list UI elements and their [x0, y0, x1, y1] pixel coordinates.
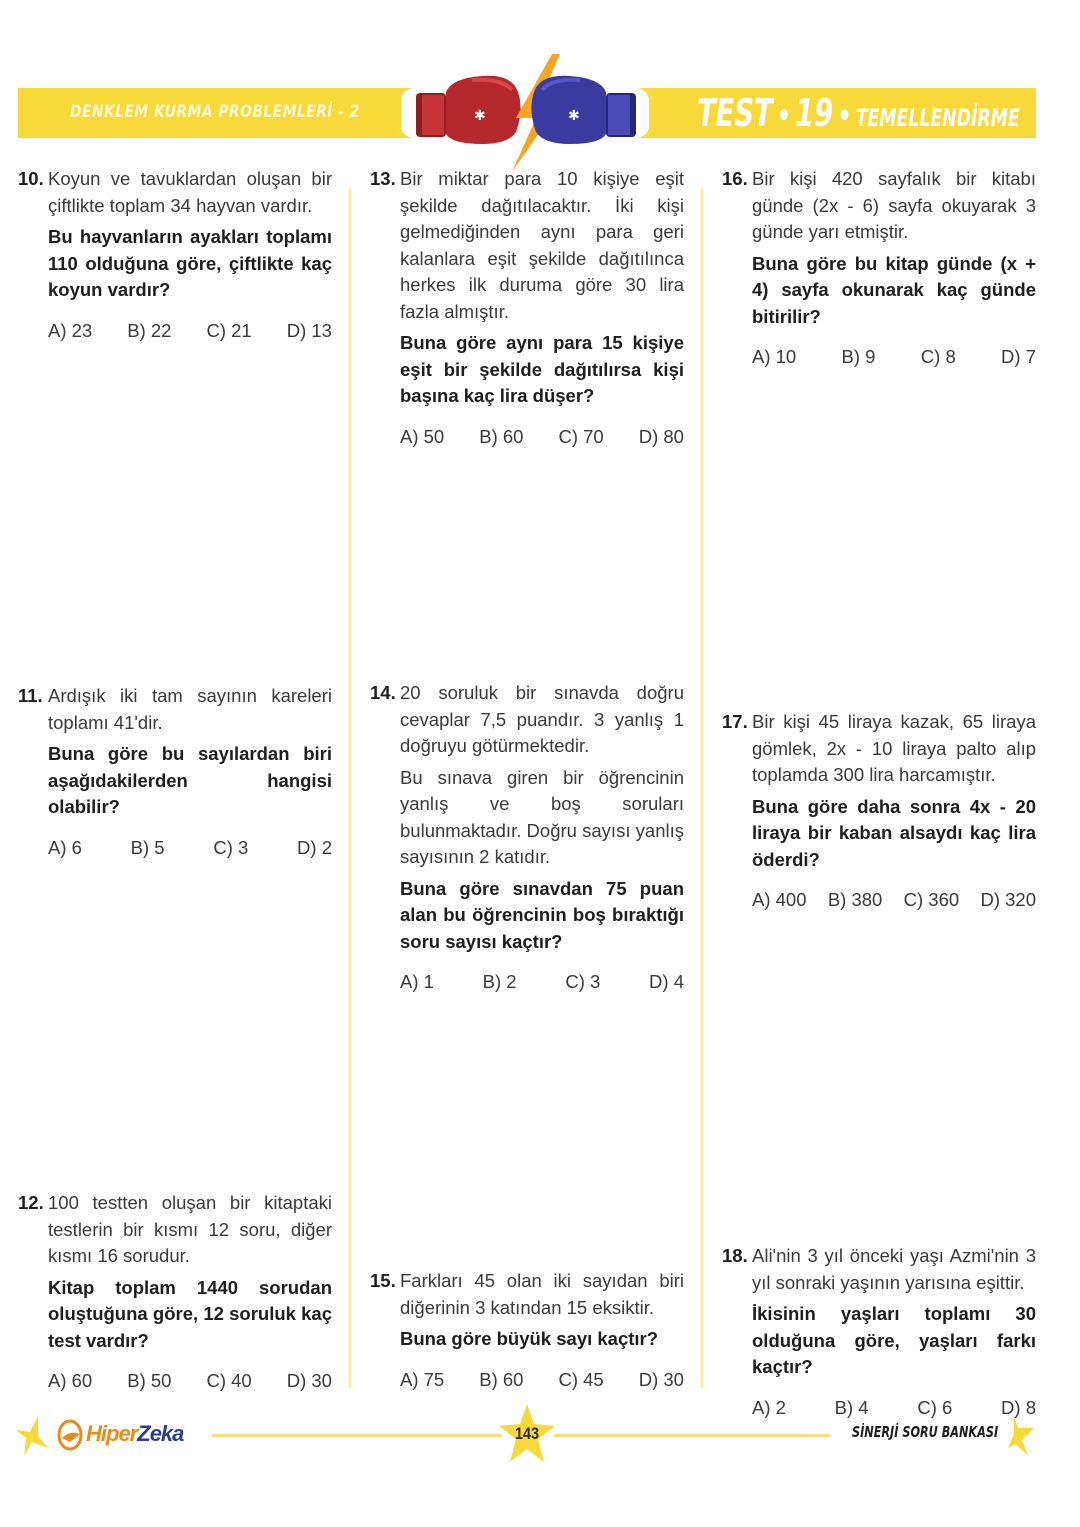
answer-options	[752, 887, 1036, 914]
column-divider	[700, 188, 704, 1388]
footer-rule	[554, 1434, 830, 1437]
option-b[interactable]: B) 60	[479, 425, 524, 447]
question-stem: Bir kişi 45 liraya kazak, 65 liraya gömlek, 2x - 10 liraya palto alıp toplamda 300 lira harcamıştır.	[752, 711, 1036, 785]
question-prompt: Bu hayvanların ayakları toplamı 110 olduğuna göre, çiftlikte kaç koyun vardır?	[48, 226, 332, 300]
question-prompt: Buna göre büyük sayı kaçtır?	[400, 1328, 659, 1349]
test-word: TEST	[697, 91, 773, 135]
question-prompt: Kitap toplam 1440 sorudan oluştuğuna göre, 12 soruluk kaç test vardır?	[48, 1276, 332, 1351]
star-left-icon	[16, 1414, 50, 1458]
option-b[interactable]: B) 2	[482, 971, 517, 992]
option-b[interactable]: B) 5	[130, 836, 165, 858]
option-d[interactable]: D) 2	[297, 836, 332, 858]
option-a[interactable]: A) 60	[48, 1370, 93, 1391]
boxing-gloves-icon	[412, 48, 640, 173]
question-number: 17.	[722, 711, 748, 732]
question-11	[18, 683, 332, 861]
option-c[interactable]: C) 6	[917, 1396, 953, 1418]
option-d[interactable]: D) 8	[1001, 1396, 1036, 1418]
option-a[interactable]: A) 2	[752, 1396, 786, 1418]
option-a[interactable]: A) 23	[48, 319, 93, 341]
option-a[interactable]: A) 50	[400, 425, 445, 447]
option-b[interactable]: B) 380	[827, 889, 883, 910]
question-prompt: Buna göre daha sonra 4x - 20 liraya bir kaban alsaydı kaç lira öderdi?	[752, 795, 1036, 870]
brand-logo	[56, 1414, 183, 1454]
question-stem: Ardışık iki tam sayının kareleri toplamı 41'dir.	[48, 685, 332, 733]
option-c[interactable]: C) 360	[903, 889, 960, 910]
option-a[interactable]: A) 10	[752, 346, 797, 367]
question-number: 13.	[370, 168, 396, 189]
option-a[interactable]: A) 75	[400, 1368, 445, 1390]
option-b[interactable]: B) 60	[479, 1368, 524, 1390]
question-17	[722, 709, 1036, 914]
option-d[interactable]: D) 320	[980, 889, 1036, 910]
question-number: 15.	[370, 1270, 396, 1291]
column-divider	[348, 188, 352, 1388]
option-a[interactable]: A) 1	[400, 971, 434, 992]
answer-options	[400, 424, 684, 451]
answer-options	[48, 835, 332, 862]
brand-name: HiperZeka	[86, 1421, 184, 1446]
question-stem: Koyun ve tavuklardan oluşan bir çiftlikte toplam 34 hayvan vardır.	[48, 168, 332, 216]
section-title: DENKLEM KURMA PROBLEMLERİ - 2	[70, 102, 360, 122]
question-number: 12.	[18, 1192, 44, 1213]
option-c[interactable]: C) 40	[206, 1370, 252, 1391]
option-d[interactable]: D) 7	[1001, 346, 1036, 367]
page-number: 143	[514, 1424, 540, 1443]
option-d[interactable]: D) 30	[638, 1368, 684, 1390]
series-title: SİNERJİ SORU BANKASI	[852, 1423, 999, 1441]
question-prompt: Buna göre sınavdan 75 puan alan bu öğrencinin boş bıraktığı soru sayısı kaçtır?	[400, 877, 684, 952]
option-b[interactable]: B) 50	[127, 1370, 172, 1391]
option-a[interactable]: A) 400	[752, 889, 807, 910]
option-d[interactable]: D) 13	[286, 319, 332, 341]
question-13	[370, 166, 684, 450]
answer-options	[400, 1367, 684, 1394]
egg-logo-icon	[56, 1416, 84, 1452]
svg-text:✱: ✱	[474, 108, 486, 124]
question-number: 14.	[370, 682, 396, 703]
answer-options	[752, 344, 1036, 371]
question-prompt: İkisinin yaşları toplamı 30 olduğuna göre, yaşları farkı kaçtır?	[752, 1303, 1036, 1377]
question-number: 10.	[18, 168, 44, 189]
question-prompt: Buna göre bu sayılardan biri aşağıdakilerden hangisi olabilir?	[48, 743, 332, 817]
question-prompt: Buna göre bu kitap günde (x + 4) sayfa okunarak kaç günde bitirilir?	[752, 252, 1036, 327]
option-c[interactable]: C) 21	[206, 319, 252, 341]
question-16	[722, 166, 1036, 371]
option-c[interactable]: C) 3	[565, 971, 601, 992]
header-banner-right	[640, 88, 1036, 138]
question-number: 18.	[722, 1245, 748, 1266]
question-12	[18, 1190, 332, 1395]
option-c[interactable]: C) 45	[558, 1368, 604, 1390]
question-stem: Farkları 45 olan iki sayıdan biri diğerinin 3 katından 15 eksiktir.	[400, 1270, 684, 1318]
answer-options	[48, 318, 332, 345]
option-d[interactable]: D) 4	[649, 971, 684, 992]
test-level: TEMELLENDİRME	[855, 104, 1020, 132]
question-10	[18, 166, 332, 344]
option-b[interactable]: B) 9	[841, 346, 876, 367]
question-number: 16.	[722, 168, 748, 189]
question-stem: Bir kişi 420 sayfalık bir kitabı günde (2x - 6) sayfa okuyarak 3 günde yarı etmiştir.	[752, 168, 1036, 242]
separator-dot: •	[837, 99, 852, 134]
footer-rule	[212, 1434, 502, 1437]
test-label	[697, 91, 1020, 135]
svg-text:✱: ✱	[568, 108, 580, 124]
option-c[interactable]: C) 3	[213, 836, 249, 858]
question-prompt: Buna göre aynı para 15 kişiye eşit bir şekilde dağıtılırsa kişi başına kaç lira düşer?	[400, 332, 684, 406]
option-c[interactable]: C) 8	[920, 346, 956, 367]
question-14	[370, 680, 684, 996]
question-stem: Bir miktar para 10 kişiye eşit şekilde dağıtılacaktır. İki kişi gelmediğinden aynı para geri kalanlara eşit şekilde dağıtılınca herkes ilk duruma göre 30 lira fazla almıştır.	[400, 168, 684, 322]
option-d[interactable]: D) 80	[638, 425, 684, 447]
option-a[interactable]: A) 6	[48, 836, 82, 858]
question-18	[722, 1243, 1036, 1421]
option-b[interactable]: B) 4	[834, 1396, 869, 1418]
question-number: 11.	[18, 685, 43, 706]
question-15	[370, 1268, 684, 1393]
star-right-icon	[1006, 1414, 1036, 1458]
answer-options	[400, 969, 684, 996]
question-stem: Ali'nin 3 yıl önceki yaşı Azmi'nin 3 yıl sonraki yaşının yarısına eşittir.	[752, 1245, 1036, 1293]
option-b[interactable]: B) 22	[127, 319, 172, 341]
answer-options	[752, 1395, 1036, 1422]
question-stem: 20 soruluk bir sınavda doğru cevaplar 7,5 puandır. 3 yanlış 1 doğruyu götürmektedir.	[400, 682, 684, 756]
separator-dot: •	[777, 99, 791, 134]
test-number: 19	[795, 91, 834, 135]
option-c[interactable]: C) 70	[558, 425, 604, 447]
header-banner-left	[18, 88, 410, 138]
question-stem: 100 testten oluşan bir kitaptaki testlerin bir kısmı 12 soru, diğer kısmı 16 sorudur.	[48, 1192, 332, 1266]
option-d[interactable]: D) 30	[286, 1370, 332, 1391]
answer-options	[48, 1368, 332, 1395]
question-stem: Bu sınava giren bir öğrencinin yanlış ve boş soruları bulunmaktadır. Doğru sayısı yanlış sayısının 2 katıdır.	[400, 766, 684, 867]
